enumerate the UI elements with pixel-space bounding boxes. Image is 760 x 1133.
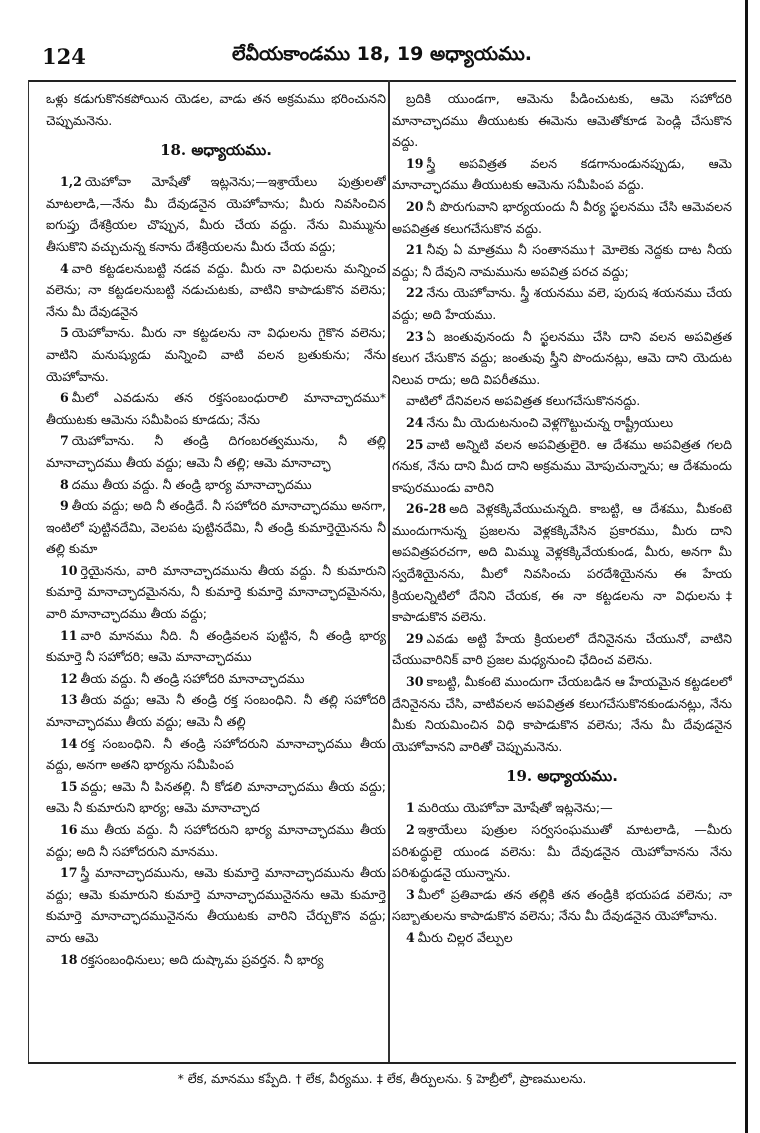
verse-text: వాటిలో దేనివలన అపవిత్రత కలుగచేసుకొననద్దు. (406, 393, 641, 409)
verse-paragraph (46, 322, 386, 387)
verse-paragraph (392, 434, 732, 499)
verse-paragraph (392, 88, 732, 153)
chapter-18-heading (46, 141, 386, 163)
verse-number: 15 (60, 778, 78, 794)
verse-text: దము తీయ వద్దు. నీ తండ్రి భార్య మానాచ్ఛాదము (71, 476, 312, 492)
right-verses-ch19 (392, 797, 732, 948)
verse-paragraph (392, 239, 732, 282)
verse-number: 11 (60, 627, 78, 643)
left-verses (46, 171, 386, 970)
verse-text: ఎవడు అట్టి హేయ క్రియలలో దేనినైనను చేయునో, వాటిని చేయువారినిక్ వారి ప్రజల మధ్యనుంచి ఛేదించ వలెను. (392, 630, 732, 668)
verse-number: 12 (60, 670, 78, 686)
verse-text: వారి కట్టడలనుబట్టి నడవ వద్దు. మీరు నా విధులను మన్నించ వలెను; నా కట్టడలనుబట్టి నడుచుటకు, వాటిని కాపాడుకొన వలెను; నేను మీ దేవుడనైన (46, 260, 386, 319)
verse-paragraph (46, 387, 386, 430)
verse-text: రక్తసంబంధినులు; అది దుష్కామ ప్రవర్తన. నీ భార్య (80, 951, 324, 967)
verse-paragraph (392, 927, 732, 949)
verse-text: యెహోవాను. నీ తండ్రి దిగంబరత్వమును, నీ తల్లి మానాచ్ఛాదము తీయ వద్దు; ఆమె నీ తల్లి; ఆమె మానాచ్ఛా (46, 433, 386, 470)
verse-paragraph (392, 671, 732, 757)
intro-paragraph: ఒళ్లు కడుగుకొనకపోయిన యెడల, వాడు తన అక్రమము భరించునని చెప్పుమనెను. (46, 91, 386, 128)
verse-number: 7 (60, 433, 69, 449)
verse-text: యెహోవా మోషేతో ఇట్లనెను;—ఇశ్రాయేలు పుత్రులతో మాటలాడి,—నేను మీ దేవుడనైన యెహోవాను; మీరు నివసించిన ఐగుప్తు దేశక్రియల చొప్పున, మీరు చేయ వద్దు. నేను మిమ్మును తీసుకొని వచ్చుచున్న కనాను దేశక్రియలను మీరు చేయ వద్దు; (46, 174, 386, 254)
verse-paragraph (46, 862, 386, 948)
verse-number: 18 (60, 951, 78, 967)
verse-number: 1,2 (60, 174, 82, 190)
verse-number: 1 (406, 800, 415, 816)
chapter-19-heading (392, 767, 732, 789)
chapter-label: అధ్యాయము. (537, 767, 618, 786)
verse-number: 2 (406, 822, 415, 837)
verse-paragraph (46, 689, 386, 732)
verse-number: 20 (406, 198, 424, 214)
column-divider (388, 80, 390, 1062)
verse-number: 26-28 (406, 501, 447, 517)
verse-text: తీయ వద్దు; అది నీ తండ్రిదే. నీ సహోదరి మానాచ్ఛాదము అనగా, ఇంటిలో పుట్టినదేమి, వెలపట పుట్టినదేమి, నీ తండ్రి కుమార్తెయైనను నీ తల్లి కుమా (46, 498, 386, 557)
verse-number: 30 (406, 674, 424, 690)
verse-paragraph (46, 776, 386, 819)
verse-paragraph (392, 196, 732, 239)
verse-text: కాబట్టి, మీకంటె ముందుగా చేయబడిన ఆ హేయమైన కట్టడలలో దేనినైనను చేసి, వాటివలన అపవిత్రత కలుగచేసుకొనకుండునట్లు, నేను మీకు నియమించిన విధి కాపాడుకొన వలెను; నేను మీ దేవుడనైన యెహోవానని వారితో చెప్పుమనెను. (392, 674, 732, 754)
verse-paragraph (46, 625, 386, 668)
verse-paragraph (46, 668, 386, 690)
verse-number: 6 (60, 390, 69, 406)
right-verses-ch18 (392, 88, 732, 757)
page-header (28, 30, 736, 82)
left-column (46, 88, 386, 970)
verse-paragraph (392, 628, 732, 671)
verse-number: 8 (60, 476, 69, 492)
verse-text: మరియు యెహోవా మోషేతో ఇట్లనెను;— (417, 800, 613, 816)
verse-paragraph (46, 430, 386, 473)
verse-paragraph (392, 390, 732, 412)
verse-number: 25 (406, 436, 424, 452)
page-number: 124 (42, 44, 86, 69)
chapter-number: 19. (506, 767, 533, 786)
verse-text: ర్తెయైనను, వారి మానాచ్ఛాదమును తీయ వద్దు. నీ కుమారుని కుమార్తె మానాచ్ఛాదమైనను, నీ కుమార్తె కుమార్తె మానాచ్ఛాదమైనను, వారి మానాచ్ఛాదము తీయ వద్దు; (46, 562, 386, 622)
verse-paragraph (46, 258, 386, 323)
verse-text: మీలో ప్రతివాడు తన తల్లికి తన తండ్రికి భయపడ వలెను; నా సబ్బాతులను కాపాడుకొన వలెను; నేను మీ దేవుడనైన యెహోవాను. (392, 886, 732, 924)
verse-text: మీరు చిల్లర వేల్పుల (417, 929, 513, 945)
verse-paragraph (392, 282, 732, 325)
verse-paragraph (46, 949, 386, 971)
verse-text: అది వెళ్లకక్కివేయుచున్నది. కాబట్టి, ఆ దేశము, మీకంటె ముందుగానున్న ప్రజలను వెళ్లకక్కివేసిన ప్రకారము, మీరు దాని అపవిత్రపరచగా, అది మిమ్ము వెళ్లకక్కివేయకుండ, మీరు, అనగా మీ స్వదేశియైనను, మీలో నివసించు పరదేశియైనను ఈ హేయ క్రియలన్నిటిలో దేనిని చేయక, ఈ నా కట్టడలను నా విధులను‡ కాపాడుకొన వలెను. (392, 501, 732, 625)
verse-paragraph (392, 153, 732, 196)
verse-number: 17 (60, 865, 78, 881)
chapter-number: 18. (160, 141, 187, 160)
verse-text: వారి మానము నీది. నీ తండ్రివలన పుట్టిన, నీ తండ్రి భార్య కుమార్తె నీ సహోదరి; ఆమె మానాచ్ఛాదము (46, 627, 386, 665)
right-column (392, 88, 732, 949)
chapter-label: అధ్యాయము. (191, 141, 272, 160)
verse-number: 14 (60, 735, 78, 751)
verse-number: 24 (406, 414, 424, 430)
verse-number: 21 (406, 242, 424, 258)
verse-text: యెహోవాను. మీరు నా కట్టడలను నా విధులను గైకొన వలెను; వాటిని మనుష్యుడు మన్నించి వాటి వలన బ్రతుకును; నేను యెహోవాను. (46, 325, 386, 384)
verse-paragraph (392, 819, 732, 884)
verse-text: నేను మీ యెదుటనుంచి వెళ్లగొట్టుచున్న రాష్ట్రీయులు (426, 414, 674, 430)
verse-paragraph (392, 797, 732, 819)
verse-paragraph (392, 884, 732, 927)
verse-number: 9 (60, 498, 69, 514)
verse-paragraph (46, 495, 386, 560)
verse-number: 13 (60, 692, 78, 708)
verse-paragraph (46, 171, 386, 257)
verse-text: ము తీయ వద్దు. నీ సహోదరుని భార్య మానాచ్ఛాదము తీయ వద్దు; అది నీ సహోదరుని మానము. (46, 822, 386, 859)
verse-text: తీయ వద్దు. నీ తండ్రి సహోదరి మానాచ్ఛాదము (80, 670, 305, 686)
verse-number: 4 (406, 929, 415, 945)
verse-text: నేను యెహోవాను. స్త్రీ శయనము వలె, పురుష శయనము చేయ వద్దు; అది హేయము. (392, 285, 732, 322)
verse-text: స్త్రీ మానాచ్ఛాదమును, ఆమె కుమార్తె మానాచ్ఛాదమును తీయ వద్దు; ఆమె కుమారుని కుమార్తె మానాచ్ఛాదమునైనను ఆమె కుమార్తె కుమార్తె మానాచ్ఛాదమునైనను తీయుటకు వారిని చేర్చుకొన వద్దు; వారు ఆమె (46, 865, 386, 945)
verse-number: 22 (406, 285, 424, 301)
verse-number: 4 (60, 260, 69, 276)
verse-text: నీవు ఏ మాత్రము నీ సంతానము† మోలెకు నెద్దకు దాట నీయ వద్దు; నీ దేవుని నామమును అపవిత్ర పరచ వద్దు; (392, 242, 732, 279)
verse-number: 10 (60, 562, 78, 578)
verse-text: ఇశ్రాయేలు పుత్రుల సర్వసంఘముతో మాటలాడి, —మీరు పరిశుద్ధులై యుండ వలెను: మీ దేవుడనైన యెహోవానను నేను పరిశుద్ధుడనై యున్నాను. (392, 822, 732, 881)
verse-paragraph (46, 560, 386, 625)
verse-paragraph (392, 326, 732, 391)
verse-number: 19 (406, 155, 424, 171)
verse-paragraph (46, 474, 386, 496)
running-title: లేవీయకాండము 18, 19 అధ్యాయము. (232, 43, 532, 65)
footnote: * లేక, మానము కప్పేది. † లేక, వీర్యము. ‡ లేక, తీర్పులను. § హెబ్రీలో, ప్రాణములను. (177, 1071, 587, 1086)
verse-number: 3 (406, 886, 415, 902)
verse-number: 5 (60, 325, 69, 341)
footnote-rule (28, 1062, 736, 1064)
verse-text: వద్దు; ఆమె నీ పినతల్లి. నీ కోడలి మానాచ్ఛాదము తీయ వద్దు; ఆమె నీ కుమారుని భార్య; ఆమె మానాచ్ఛాద (46, 778, 386, 816)
verse-paragraph (46, 733, 386, 776)
verse-text: మీలో ఎవడును తన రక్తసంబంధురాలి మానాచ్ఛాదము* తీయుటకు ఆమెను సమీపింప కూడదు; నేను (46, 390, 386, 427)
verse-text: నీ పొరుగువాని భార్యయందు నీ వీర్య స్ఖలనము చేసి ఆమెవలన అపవిత్రత కలుగచేసుకొన వద్దు. (392, 198, 732, 236)
page-edge-rule (745, 0, 748, 1133)
verse-paragraph (46, 819, 386, 862)
verse-paragraph (392, 498, 732, 628)
verse-text: తీయ వద్దు; ఆమె నీ తండ్రి రక్త సంబంధిని. నీ తల్లి సహోదరి మానాచ్ఛాదము తీయ వద్దు; ఆమె నీ తల్లి (46, 692, 386, 730)
verse-number: 16 (60, 822, 78, 837)
verse-text: వాటి అన్నిటి వలన అపవిత్రులైరి. ఆ దేశము అపవిత్రత గలది గనుక, నేను దాని మీద దాని అక్రమము మోపుచున్నాను; ఆ దేశమందు కాపురముండు వారిని (392, 436, 732, 495)
verse-text: ఏ జంతువునందు నీ స్ఖలనము చేసి దాని వలన అపవిత్రత కలుగ చేసుకొన వద్దు; జంతువు స్త్రీని పొందునట్లు, ఆమె దాని యెదుట నిలువ రాదు; అది విపరీతము. (392, 328, 732, 387)
verse-text: రక్త సంబంధిని. నీ తండ్రి సహోదరుని మానాచ్ఛాదము తీయ వద్దు, అనగా అతని భార్యను సమీపింప (46, 735, 386, 773)
verse-text: స్త్రీ అపవిత్రత వలన కడగానుండునప్పుడు, ఆమె మానాచ్ఛాదము తీయుటకు ఆమెను సమీపింప వద్దు. (392, 155, 732, 193)
verse-number: 29 (406, 630, 424, 646)
verse-text: బ్రదికి యుండగా, ఆమెను పీడించుటకు, ఆమె సహోదరి మానాచ్ఛాదము తీయుటకు ఈమెను ఆమెతోకూడ పెండ్లి చేసుకొన వద్దు. (392, 91, 732, 150)
verse-number: 23 (406, 328, 424, 344)
verse-paragraph (392, 412, 732, 434)
